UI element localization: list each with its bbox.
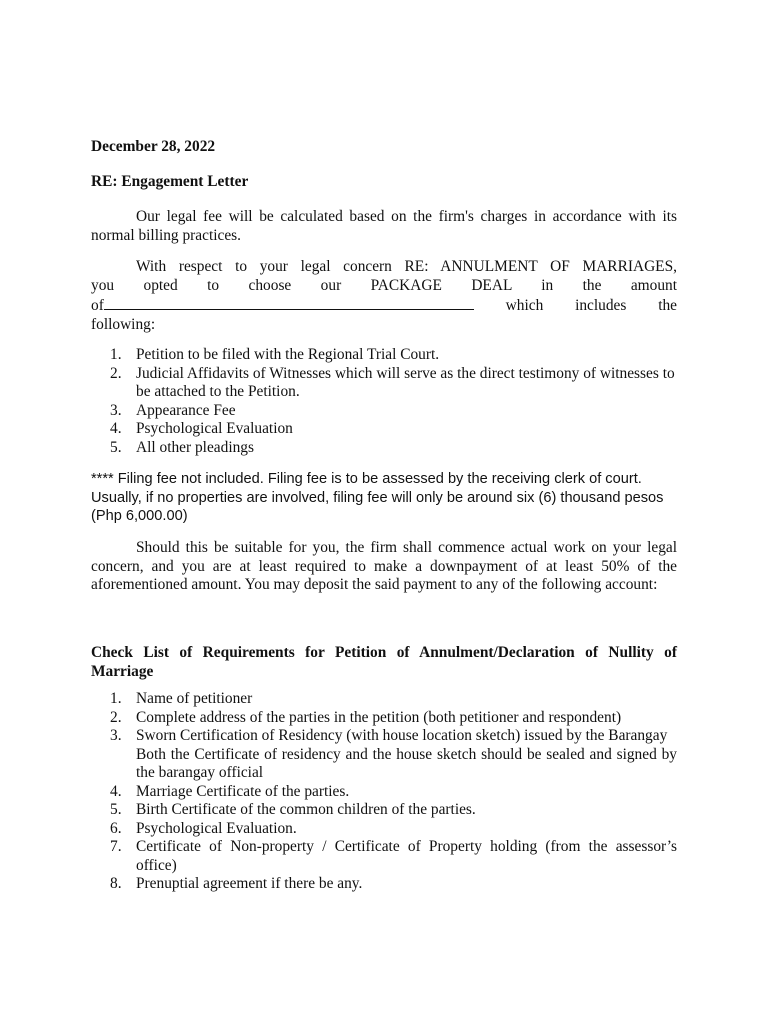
amount-prefix: of [91, 297, 104, 314]
list-item: 1. Petition to be filed with the Regional Trial Court. [110, 346, 440, 363]
package-line-1: With respect to your legal concern RE: ANNULMENT OF MARRIAGES, [136, 258, 677, 275]
list-item: 6. Psychological Evaluation. [110, 819, 297, 837]
residency-note: Both the Certificate of residency and the house sketch should be sealed and signed by the barangay official [136, 745, 677, 781]
checklist-title: Check List of Requirements for Petition of Annulment/Declaration of Nullity of Marriage [91, 644, 677, 680]
amount-suffix: which includes the [505, 297, 677, 314]
list-item: 3. Appearance Fee [110, 401, 236, 419]
requirements-checklist [110, 690, 677, 894]
list-item: 8. Prenuptial agreement if there be any. [110, 875, 363, 892]
package-line-2: you opted to choose our PACKAGE DEAL in the amount [91, 276, 677, 294]
letter-date: December 28, 2022 [91, 138, 216, 155]
downpayment-paragraph: Should this be suitable for you, the firm shall commence actual work on your legal concern, and you are at least required to make a downpayment of at least 50% of the aforementioned amount. You may deposit the said payment to any of the following account: [91, 539, 677, 593]
list-item: 2. Judicial Affidavits of Witnesses which will serve as the direct testimony of witnesses to be attached to the Petition. [110, 364, 675, 400]
package-line-3 [91, 295, 677, 316]
list-item: 2. Complete address of the parties in the petition (both petitioner and respondent) [110, 708, 622, 726]
filing-fee-note: **** Filing fee not included. Filing fee is to be assessed by the receiving clerk of court. Usually, if no properties are involved, filing fee will only be around six (6) thousand pesos (Php 6,000.00) [91, 471, 664, 524]
list-item: 5. Birth Certificate of the common children of the parties. [110, 801, 476, 818]
list-item: 5. All other pleadings [110, 438, 254, 456]
list-item: 7. Certificate of Non-property / Certificate of Property holding (from the assessor’s office) [110, 838, 677, 874]
list-item: 1. Name of petitioner [110, 690, 253, 707]
list-item: 4. Marriage Certificate of the parties. [110, 782, 350, 800]
package-items-list [110, 346, 677, 457]
legal-fee-paragraph: Our legal fee will be calculated based on the firm's charges in accordance with its normal billing practices. [91, 208, 677, 244]
list-item: 4. Psychological Evaluation [110, 420, 293, 437]
package-line-4: following: [91, 315, 156, 333]
list-item: 3. Sworn Certification of Residency (with house location sketch) issued by the Barangay Both the Certificate of residency and the house sketch should be sealed and signed by the barangay official [110, 727, 677, 781]
letter-subject: RE: Engagement Letter [91, 173, 249, 190]
amount-blank-line [104, 295, 474, 310]
package-deal-paragraph [91, 258, 677, 334]
